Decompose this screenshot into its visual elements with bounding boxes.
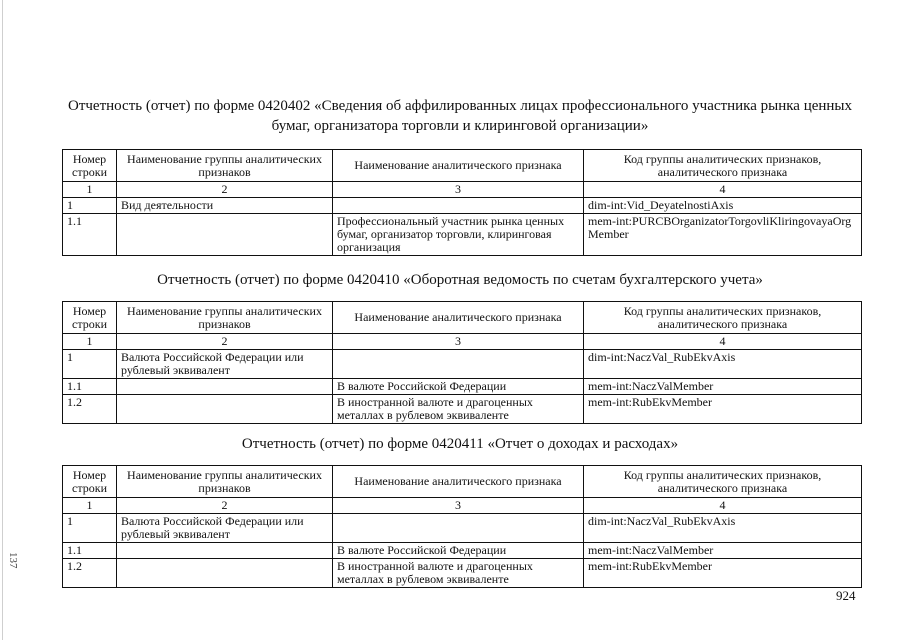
feature-name: В валюте Российской Федерации	[333, 379, 584, 395]
header-feature-name: Наименование аналитического признака	[333, 302, 584, 334]
row-number: 1.2	[63, 559, 117, 588]
table-0420410	[62, 301, 862, 424]
table-row	[63, 514, 862, 543]
code: mem-int:RubEkvMember	[584, 395, 862, 424]
feature-name: В валюте Российской Федерации	[333, 543, 584, 559]
section-title-0420410	[40, 270, 880, 290]
column-number: 1	[63, 498, 117, 514]
header-row-number: Номер строки	[63, 466, 117, 498]
column-number: 4	[584, 182, 862, 198]
header-code: Код группы аналитических признаков, аналитического признака	[584, 466, 862, 498]
feature-name: В иностранной валюте и драгоценных металлах в рублевом эквиваленте	[333, 559, 584, 588]
table-header-row	[63, 302, 862, 334]
column-numbers-row	[63, 498, 862, 514]
page-edge	[2, 0, 3, 640]
table-row	[63, 395, 862, 424]
table-0420411	[62, 465, 862, 588]
code: mem-int:NaczValMember	[584, 379, 862, 395]
table-row	[63, 543, 862, 559]
group-name	[117, 395, 333, 424]
column-number: 2	[117, 182, 333, 198]
code: dim-int:NaczVal_RubEkvAxis	[584, 514, 862, 543]
section-title-0420402	[40, 96, 880, 136]
code: mem-int:RubEkvMember	[584, 559, 862, 588]
group-name: Валюта Российской Федерации или рублевый эквивалент	[117, 350, 333, 379]
column-number: 4	[584, 334, 862, 350]
column-number: 3	[333, 498, 584, 514]
group-name: Валюта Российской Федерации или рублевый эквивалент	[117, 514, 333, 543]
row-number: 1	[63, 514, 117, 543]
feature-name	[333, 198, 584, 214]
header-row-number: Номер строки	[63, 150, 117, 182]
title-line: Отчетность (отчет) по форме 0420410 «Оборотная ведомость по счетам бухгалтерского учета»	[157, 272, 763, 288]
table-header-row	[63, 466, 862, 498]
table-row	[63, 559, 862, 588]
column-number: 2	[117, 498, 333, 514]
header-code: Код группы аналитических признаков, аналитического признака	[584, 150, 862, 182]
table-0420402	[62, 149, 862, 256]
title-line: бумаг, организатора торговли и клиринговой организации»	[271, 118, 649, 134]
code: mem-int:PURCBOrganizatorTorgovliKliringovayaOrgMember	[584, 214, 862, 256]
row-number: 1.1	[63, 543, 117, 559]
column-number: 2	[117, 334, 333, 350]
page-number: 924	[836, 588, 856, 603]
code: dim-int:NaczVal_RubEkvAxis	[584, 350, 862, 379]
feature-name	[333, 514, 584, 543]
table-row	[63, 379, 862, 395]
table-header-row	[63, 150, 862, 182]
row-number: 1.1	[63, 214, 117, 256]
table-row	[63, 198, 862, 214]
feature-name: Профессиональный участник рынка ценных бумаг, организатор торговли, клиринговая организация	[333, 214, 584, 256]
group-name	[117, 543, 333, 559]
column-number: 1	[63, 182, 117, 198]
group-name	[117, 559, 333, 588]
column-number: 1	[63, 334, 117, 350]
code: mem-int:NaczValMember	[584, 543, 862, 559]
header-group-name: Наименование группы аналитических признаков	[117, 466, 333, 498]
feature-name: В иностранной валюте и драгоценных металлах в рублевом эквиваленте	[333, 395, 584, 424]
header-feature-name: Наименование аналитического признака	[333, 466, 584, 498]
table-row	[63, 350, 862, 379]
feature-name	[333, 350, 584, 379]
row-number: 1	[63, 350, 117, 379]
table-row	[63, 214, 862, 256]
row-number: 1.2	[63, 395, 117, 424]
header-group-name: Наименование группы аналитических признаков	[117, 302, 333, 334]
column-numbers-row	[63, 334, 862, 350]
section-title-0420411	[40, 434, 880, 454]
row-number: 1.1	[63, 379, 117, 395]
column-number: 3	[333, 182, 584, 198]
header-feature-name: Наименование аналитического признака	[333, 150, 584, 182]
column-number: 4	[584, 498, 862, 514]
header-row-number: Номер строки	[63, 302, 117, 334]
header-group-name: Наименование группы аналитических признаков	[117, 150, 333, 182]
title-line: Отчетность (отчет) по форме 0420411 «Отчет о доходах и расходах»	[241, 436, 679, 452]
margin-mark: 137	[7, 552, 19, 569]
row-number: 1	[63, 198, 117, 214]
header-code: Код группы аналитических признаков, аналитического признака	[584, 302, 862, 334]
column-number: 3	[333, 334, 584, 350]
code: dim-int:Vid_DeyatelnostiAxis	[584, 198, 862, 214]
column-numbers-row	[63, 182, 862, 198]
group-name: Вид деятельности	[117, 198, 333, 214]
group-name	[117, 379, 333, 395]
title-line: Отчетность (отчет) по форме 0420402 «Сведения об аффилированных лицах профессионального участника рынка ценных	[67, 98, 853, 114]
group-name	[117, 214, 333, 256]
